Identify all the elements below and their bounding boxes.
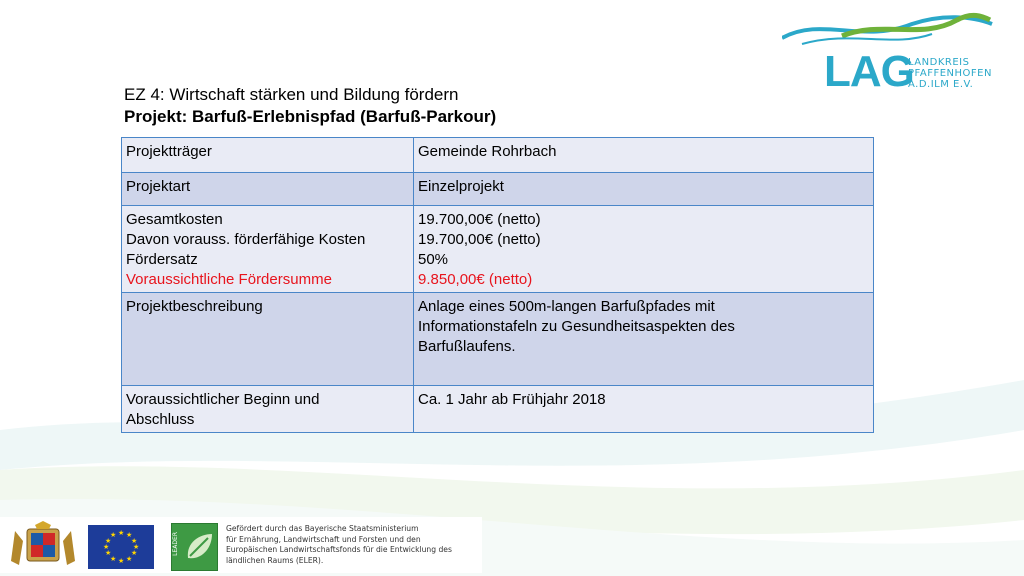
- table-cell-label: Projektart: [122, 173, 414, 206]
- table-cell-value: Einzelprojekt: [414, 173, 874, 206]
- cost-value: 19.700,00€ (netto): [418, 231, 541, 248]
- table-row: [122, 293, 874, 386]
- cost-value: 50%: [418, 251, 449, 268]
- logo-sub-line: LANDKREIS: [908, 57, 970, 68]
- funding-text-line: für Ernährung, Landwirtschaft und Forsten und den: [226, 534, 421, 544]
- table-cell-value: Ca. 1 Jahr ab Frühjahr 2018: [414, 386, 874, 433]
- table-cell-value: [414, 206, 874, 293]
- table-cell-label: Projektträger: [122, 138, 414, 173]
- cost-label-highlight: Voraussichtliche Fördersumme: [126, 271, 332, 288]
- project-table: [121, 137, 874, 433]
- table-cell-label: [122, 206, 414, 293]
- table-row: [122, 138, 874, 173]
- table-cell-value: [414, 293, 874, 386]
- description-line: Anlage eines 500m-langen Barfußpfades mit: [418, 298, 715, 315]
- funding-text-line: ländlichen Raums (ELER).: [226, 555, 324, 565]
- logo-brand: LAG: [824, 47, 914, 96]
- cost-label: Fördersatz: [126, 251, 198, 268]
- table-row: [122, 206, 874, 293]
- heading-title: EZ 4: Wirtschaft stärken und Bildung fördern: [124, 85, 459, 104]
- table-row: [122, 173, 874, 206]
- bavaria-coat-of-arms-icon: [5, 521, 81, 569]
- lag-logo: [782, 10, 1012, 100]
- table-cell-value: Gemeinde Rohrbach: [414, 138, 874, 173]
- logo-subtitle: [908, 57, 992, 90]
- funding-footer: [0, 517, 482, 573]
- leaf-icon: [182, 530, 216, 564]
- funding-text-line: Europäischen Landwirtschaftsfonds für die Entwicklung des: [226, 545, 452, 554]
- cost-label: Gesamtkosten: [126, 211, 223, 228]
- logo-sub-line: A.D.ILM E.V.: [908, 79, 974, 90]
- cost-label: Davon vorauss. förderfähige Kosten: [126, 231, 366, 248]
- logo-waves-icon: [782, 10, 1012, 50]
- schedule-label-line: Abschluss: [126, 411, 195, 428]
- logo-sub-line: PFAFFENHOFEN: [908, 68, 992, 79]
- table-cell-label: Projektbeschreibung: [122, 293, 414, 386]
- cost-value-highlight: 9.850,00€ (netto): [418, 271, 533, 288]
- funding-text: [226, 524, 478, 566]
- table-row: [122, 386, 874, 433]
- funding-text-line: Gefördert durch das Bayerische Staatsministerium: [226, 524, 419, 533]
- schedule-label-line: Voraussichtlicher Beginn und: [126, 391, 320, 408]
- cost-value: 19.700,00€ (netto): [418, 211, 541, 228]
- description-line: Informationstafeln zu Gesundheitsaspekten des: [418, 318, 735, 335]
- slide-heading: [124, 84, 496, 128]
- eu-flag-icon: ★ ★ ★ ★ ★ ★ ★ ★ ★ ★ ★ ★: [88, 525, 154, 569]
- heading-project: Projekt: Barfuß-Erlebnispfad (Barfuß-Parkour): [124, 107, 497, 126]
- leader-label: LEADER: [172, 532, 179, 556]
- description-line: Barfußlaufens.: [418, 338, 516, 355]
- leader-logo: [171, 523, 218, 571]
- table-cell-label: [122, 386, 414, 433]
